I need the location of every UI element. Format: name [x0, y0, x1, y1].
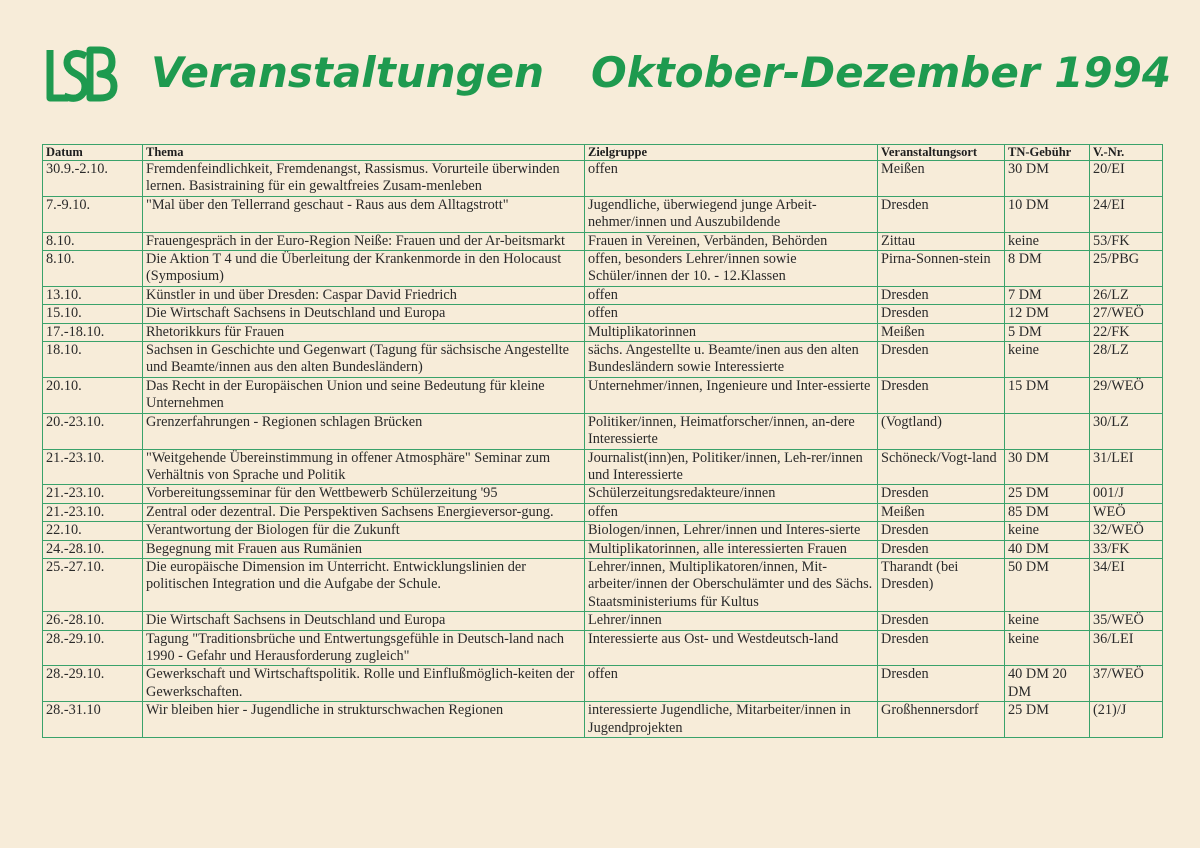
cell-zielgruppe: offen	[585, 666, 878, 702]
cell-thema: "Mal über den Tellerrand geschaut - Raus aus dem Alltagstrott"	[143, 196, 585, 232]
cell-gebuehr: keine	[1005, 232, 1090, 250]
cell-gebuehr: 50 DM	[1005, 558, 1090, 611]
table-row	[43, 540, 1163, 558]
cell-zielgruppe: Jugendliche, überwiegend junge Arbeit-nehmer/innen und Auszubildende	[585, 196, 878, 232]
table-row	[43, 161, 1163, 197]
cell-ort: Tharandt (bei Dresden)	[878, 558, 1005, 611]
cell-nr: WEÖ	[1090, 503, 1163, 521]
cell-datum: 24.-28.10.	[43, 540, 143, 558]
cell-nr: (21)/J	[1090, 702, 1163, 738]
cell-thema: Frauengespräch in der Euro-Region Neiße: Frauen und der Ar-beitsmarkt	[143, 232, 585, 250]
cell-zielgruppe: sächs. Angestellte u. Beamte/inen aus den alten Bundesländern sowie Interessierte	[585, 342, 878, 378]
cell-zielgruppe: interessierte Jugendliche, Mitarbeiter/innen in Jugendprojekten	[585, 702, 878, 738]
cell-gebuehr: 40 DM 20 DM	[1005, 666, 1090, 702]
cell-zielgruppe: offen, besonders Lehrer/innen sowie Schüler/innen der 10. - 12.Klassen	[585, 251, 878, 287]
cell-nr: 36/LEI	[1090, 630, 1163, 666]
cell-nr: 27/WEÖ	[1090, 305, 1163, 323]
table-row	[43, 485, 1163, 503]
cell-zielgruppe: Schülerzeitungsredakteure/innen	[585, 485, 878, 503]
lsb-logo	[44, 46, 118, 104]
cell-ort: Dresden	[878, 342, 1005, 378]
cell-gebuehr: 30 DM	[1005, 449, 1090, 485]
table-row	[43, 305, 1163, 323]
cell-ort: Dresden	[878, 286, 1005, 304]
cell-datum: 8.10.	[43, 232, 143, 250]
cell-datum: 25.-27.10.	[43, 558, 143, 611]
cell-ort: Dresden	[878, 377, 1005, 413]
cell-thema: Rhetorikkurs für Frauen	[143, 323, 585, 341]
table-row	[43, 702, 1163, 738]
cell-datum: 28.-29.10.	[43, 666, 143, 702]
cell-gebuehr: 85 DM	[1005, 503, 1090, 521]
cell-nr: 30/LZ	[1090, 413, 1163, 449]
table-row	[43, 342, 1163, 378]
cell-ort: Schöneck/Vogt-land	[878, 449, 1005, 485]
cell-gebuehr: 5 DM	[1005, 323, 1090, 341]
cell-zielgruppe: Biologen/innen, Lehrer/innen und Interes-sierte	[585, 522, 878, 540]
cell-datum: 30.9.-2.10.	[43, 161, 143, 197]
cell-thema: Zentral oder dezentral. Die Perspektiven Sachsens Energieversor-gung.	[143, 503, 585, 521]
cell-thema: Tagung "Traditionsbrüche und Entwertungsgefühle in Deutsch-land nach 1990 - Gefahr und Herausforderung zugleich"	[143, 630, 585, 666]
table-row	[43, 323, 1163, 341]
cell-nr: 34/EI	[1090, 558, 1163, 611]
cell-gebuehr: 8 DM	[1005, 251, 1090, 287]
cell-thema: Vorbereitungsseminar für den Wettbewerb Schülerzeitung '95	[143, 485, 585, 503]
cell-gebuehr: keine	[1005, 342, 1090, 378]
cell-gebuehr: 25 DM	[1005, 702, 1090, 738]
cell-zielgruppe: Politiker/innen, Heimatforscher/innen, an-dere Interessierte	[585, 413, 878, 449]
cell-nr: 22/FK	[1090, 323, 1163, 341]
cell-datum: 8.10.	[43, 251, 143, 287]
cell-thema: Sachsen in Geschichte und Gegenwart (Tagung für sächsische Angestellte und Beamte/innen aus den alten Bundesländern)	[143, 342, 585, 378]
cell-thema: "Weitgehende Übereinstimmung in offener Atmosphäre" Seminar zum Verhältnis von Sprache und Politik	[143, 449, 585, 485]
cell-datum: 21.-23.10.	[43, 503, 143, 521]
cell-ort: Dresden	[878, 522, 1005, 540]
cell-datum: 18.10.	[43, 342, 143, 378]
cell-ort: Dresden	[878, 540, 1005, 558]
cell-zielgruppe: offen	[585, 305, 878, 323]
cell-ort: Zittau	[878, 232, 1005, 250]
cell-gebuehr: keine	[1005, 612, 1090, 630]
cell-ort: Pirna-Sonnen-stein	[878, 251, 1005, 287]
cell-gebuehr: 30 DM	[1005, 161, 1090, 197]
cell-datum: 22.10.	[43, 522, 143, 540]
column-header-tn-gebuehr: TN-Gebühr	[1005, 145, 1090, 161]
cell-nr: 26/LZ	[1090, 286, 1163, 304]
table-row	[43, 251, 1163, 287]
events-table	[42, 144, 1163, 738]
cell-thema: Die Aktion T 4 und die Überleitung der Krankenmorde in den Holocaust (Symposium)	[143, 251, 585, 287]
table-row	[43, 558, 1163, 611]
cell-nr: 53/FK	[1090, 232, 1163, 250]
cell-gebuehr: 15 DM	[1005, 377, 1090, 413]
table-row	[43, 196, 1163, 232]
cell-gebuehr: 25 DM	[1005, 485, 1090, 503]
cell-gebuehr: 7 DM	[1005, 286, 1090, 304]
cell-nr: 32/WEÖ	[1090, 522, 1163, 540]
column-header-datum: Datum	[43, 145, 143, 161]
cell-zielgruppe: Unternehmer/innen, Ingenieure und Inter-essierte	[585, 377, 878, 413]
table-row	[43, 377, 1163, 413]
cell-nr: 24/EI	[1090, 196, 1163, 232]
page-subtitle-period: Oktober-Dezember 1994	[591, 48, 1172, 97]
table-row	[43, 630, 1163, 666]
cell-zielgruppe: Multiplikatorinnen, alle interessierten Frauen	[585, 540, 878, 558]
cell-nr: 33/FK	[1090, 540, 1163, 558]
cell-datum: 21.-23.10.	[43, 485, 143, 503]
cell-ort: Dresden	[878, 612, 1005, 630]
cell-nr: 35/WEÖ	[1090, 612, 1163, 630]
table-row	[43, 413, 1163, 449]
cell-ort: Dresden	[878, 666, 1005, 702]
column-header-zielgruppe: Zielgruppe	[585, 145, 878, 161]
cell-gebuehr: keine	[1005, 522, 1090, 540]
page-title: Veranstaltungen	[151, 48, 545, 97]
cell-gebuehr: keine	[1005, 630, 1090, 666]
cell-thema: Die Wirtschaft Sachsens in Deutschland und Europa	[143, 305, 585, 323]
cell-ort: Dresden	[878, 196, 1005, 232]
table-row	[43, 612, 1163, 630]
table-row	[43, 449, 1163, 485]
cell-datum: 15.10.	[43, 305, 143, 323]
cell-gebuehr: 10 DM	[1005, 196, 1090, 232]
cell-nr: 28/LZ	[1090, 342, 1163, 378]
cell-thema: Wir bleiben hier - Jugendliche in strukturschwachen Regionen	[143, 702, 585, 738]
cell-thema: Fremdenfeindlichkeit, Fremdenangst, Rassismus. Vorurteile überwinden lernen. Basistraining für ein gewaltfreies Zusam-menleben	[143, 161, 585, 197]
cell-thema: Künstler in und über Dresden: Caspar David Friedrich	[143, 286, 585, 304]
cell-thema: Grenzerfahrungen - Regionen schlagen Brücken	[143, 413, 585, 449]
cell-datum: 13.10.	[43, 286, 143, 304]
cell-nr: 25/PBG	[1090, 251, 1163, 287]
cell-ort: Dresden	[878, 305, 1005, 323]
cell-ort: Meißen	[878, 323, 1005, 341]
cell-zielgruppe: offen	[585, 161, 878, 197]
cell-zielgruppe: Multiplikatorinnen	[585, 323, 878, 341]
cell-thema: Gewerkschaft und Wirtschaftspolitik. Rolle und Einflußmöglich-keiten der Gewerkschaften.	[143, 666, 585, 702]
table-row	[43, 503, 1163, 521]
cell-zielgruppe: offen	[585, 286, 878, 304]
cell-thema: Verantwortung der Biologen für die Zukunft	[143, 522, 585, 540]
cell-ort: (Vogtland)	[878, 413, 1005, 449]
cell-nr: 001/J	[1090, 485, 1163, 503]
cell-zielgruppe: Lehrer/innen, Multiplikatoren/innen, Mit-arbeiter/innen der Oberschulämter und des Sächs. Staatsministeriums für Kultus	[585, 558, 878, 611]
column-header-v-nr: V.-Nr.	[1090, 145, 1163, 161]
table-row	[43, 522, 1163, 540]
cell-thema: Die europäische Dimension im Unterricht. Entwicklungslinien der politischen Integration und die Aufgabe der Schule.	[143, 558, 585, 611]
table-row	[43, 666, 1163, 702]
cell-ort: Meißen	[878, 161, 1005, 197]
cell-nr: 37/WEÖ	[1090, 666, 1163, 702]
table-row	[43, 232, 1163, 250]
cell-thema: Begegnung mit Frauen aus Rumänien	[143, 540, 585, 558]
cell-zielgruppe: Journalist(inn)en, Politiker/innen, Leh-rer/innen und Interessierte	[585, 449, 878, 485]
column-header-thema: Thema	[143, 145, 585, 161]
cell-gebuehr: 40 DM	[1005, 540, 1090, 558]
cell-thema: Das Recht in der Europäischen Union und seine Bedeutung für kleine Unternehmen	[143, 377, 585, 413]
cell-gebuehr	[1005, 413, 1090, 449]
cell-zielgruppe: offen	[585, 503, 878, 521]
cell-gebuehr: 12 DM	[1005, 305, 1090, 323]
table-row	[43, 286, 1163, 304]
table-header-row	[43, 145, 1163, 161]
cell-datum: 7.-9.10.	[43, 196, 143, 232]
cell-datum: 26.-28.10.	[43, 612, 143, 630]
cell-ort: Meißen	[878, 503, 1005, 521]
cell-zielgruppe: Lehrer/innen	[585, 612, 878, 630]
cell-ort: Dresden	[878, 485, 1005, 503]
cell-zielgruppe: Interessierte aus Ost- und Westdeutsch-land	[585, 630, 878, 666]
cell-nr: 31/LEI	[1090, 449, 1163, 485]
cell-nr: 20/EI	[1090, 161, 1163, 197]
cell-datum: 21.-23.10.	[43, 449, 143, 485]
cell-nr: 29/WEÖ	[1090, 377, 1163, 413]
cell-datum: 17.-18.10.	[43, 323, 143, 341]
cell-datum: 28.-29.10.	[43, 630, 143, 666]
cell-datum: 20.-23.10.	[43, 413, 143, 449]
cell-ort: Großhennersdorf	[878, 702, 1005, 738]
cell-ort: Dresden	[878, 630, 1005, 666]
cell-zielgruppe: Frauen in Vereinen, Verbänden, Behörden	[585, 232, 878, 250]
column-header-veranstaltungsort: Veranstaltungsort	[878, 145, 1005, 161]
cell-thema: Die Wirtschaft Sachsens in Deutschland und Europa	[143, 612, 585, 630]
cell-datum: 20.10.	[43, 377, 143, 413]
cell-datum: 28.-31.10	[43, 702, 143, 738]
